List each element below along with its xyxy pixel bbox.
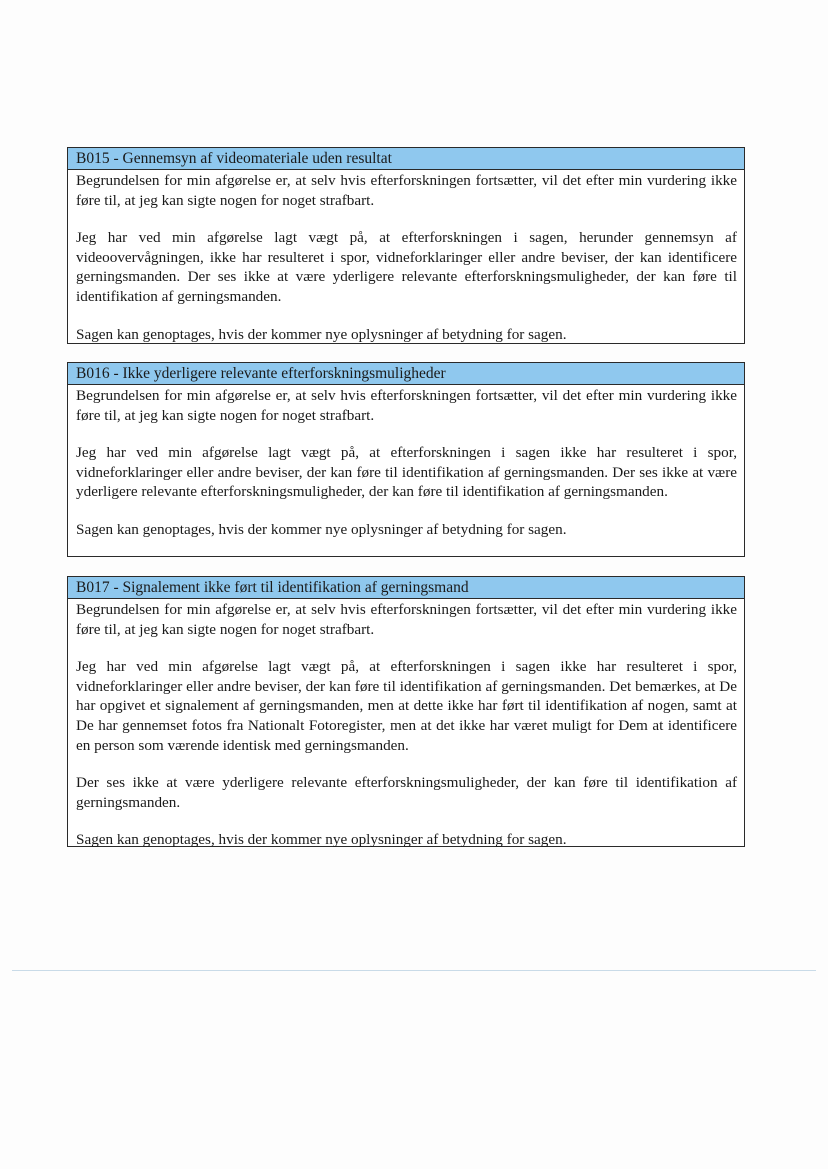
section-body bbox=[68, 170, 744, 344]
section-b016 bbox=[67, 362, 745, 557]
paragraph: Der ses ikke at være yderligere relevante efterforskningsmuligheder, der kan føre til identifikation af gerningsmanden. bbox=[76, 774, 737, 811]
paragraph: Jeg har ved min afgørelse lagt vægt på, at efterforskningen i sagen ikke har resulteret i spor, vidneforklaringer eller andre beviser, der kan føre til identifikation af gerningsmanden. Der ses ikke at være yderligere relevante efterforskningsmuligheder, der kan føre til identifikation af gerningsmanden. bbox=[76, 444, 737, 501]
section-header: B016 - Ikke yderligere relevante efterforskningsmuligheder bbox=[68, 363, 744, 385]
paragraph: Begrundelsen for min afgørelse er, at selv hvis efterforskningen fortsætter, vil det efter min vurdering ikke føre til, at jeg kan sigte nogen for noget strafbart. bbox=[76, 601, 737, 638]
section-b017 bbox=[67, 576, 745, 847]
paragraph: Sagen kan genoptages, hvis der kommer nye oplysninger af betydning for sagen. bbox=[76, 520, 567, 538]
section-b015 bbox=[67, 147, 745, 344]
paragraph: Sagen kan genoptages, hvis der kommer nye oplysninger af betydning for sagen. bbox=[76, 831, 567, 849]
section-body bbox=[68, 599, 744, 850]
paragraph: Begrundelsen for min afgørelse er, at selv hvis efterforskningen fortsætter, vil det efter min vurdering ikke føre til, at jeg kan sigte nogen for noget strafbart. bbox=[76, 387, 737, 424]
paragraph: Begrundelsen for min afgørelse er, at selv hvis efterforskningen fortsætter, vil det efter min vurdering ikke føre til, at jeg kan sigte nogen for noget strafbart. bbox=[76, 172, 737, 209]
horizontal-divider bbox=[12, 970, 816, 971]
section-header: B017 - Signalement ikke ført til identifikation af gerningsmand bbox=[68, 577, 744, 599]
paragraph: Jeg har ved min afgørelse lagt vægt på, at efterforskningen i sagen, herunder gennemsyn af videoovervågningen, ikke har resulteret i spor, vidneforklaringer eller andre beviser, der kan identificere gerningsmanden. Der ses ikke at være yderligere relevante efterforskningsmuligheder, der kan føre til identifikation af gerningsmanden. bbox=[76, 229, 737, 305]
section-body bbox=[68, 385, 744, 540]
paragraph: Jeg har ved min afgørelse lagt vægt på, at efterforskningen i sagen ikke har resulteret i spor, vidneforklaringer eller andre beviser, der kan føre til identifikation af gerningsmanden. Det bemærkes, at De har opgivet et signalement af gerningsmanden, men at dette ikke har ført til identifikation af nogen, samt at De har gennemset fotos fra Nationalt Fotoregister, men at det ikke har været muligt for Dem at identificere en person som værende identisk med gerningsmanden. bbox=[76, 658, 737, 754]
paragraph: Sagen kan genoptages, hvis der kommer nye oplysninger af betydning for sagen. bbox=[76, 325, 567, 343]
section-header: B015 - Gennemsyn af videomateriale uden resultat bbox=[68, 148, 744, 170]
